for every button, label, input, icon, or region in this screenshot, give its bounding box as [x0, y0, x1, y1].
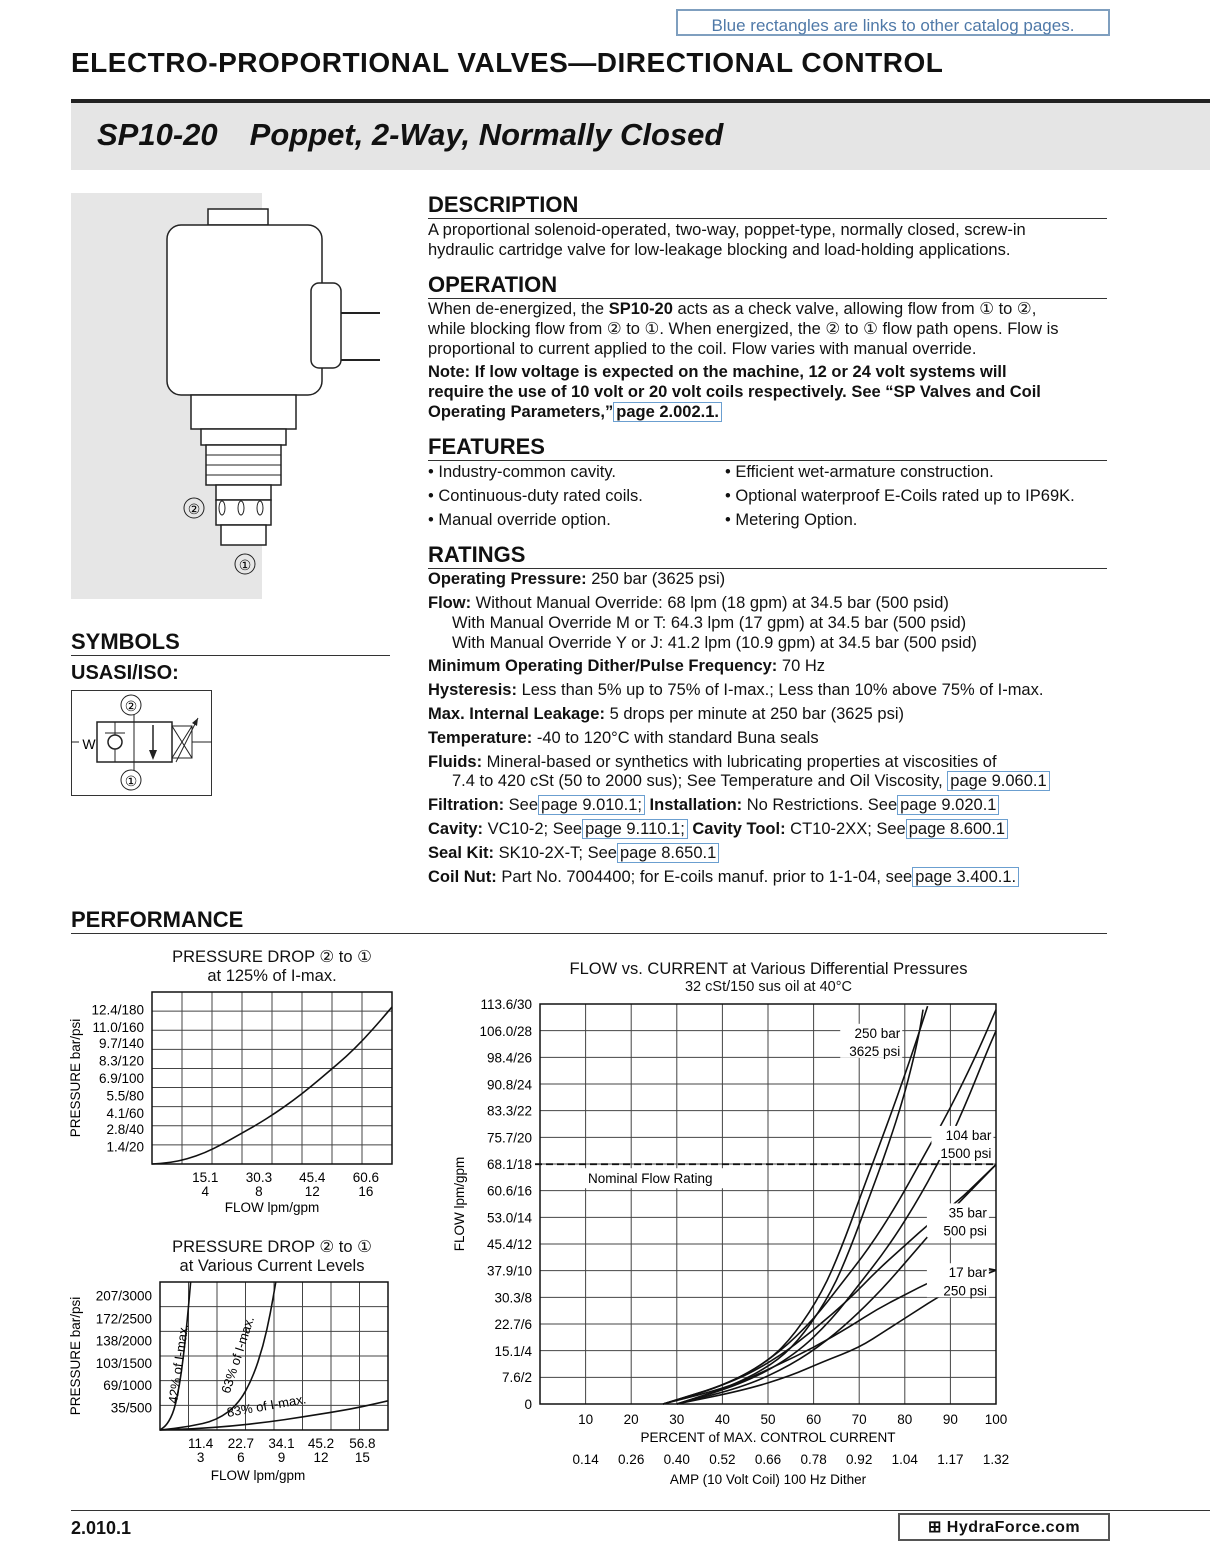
x-tick-label: 100 [984, 1412, 1008, 1427]
series-label: 63% of I-max. [218, 1314, 258, 1396]
performance-heading: PERFORMANCE [71, 907, 1107, 934]
x-tick-label: 11.4 [187, 1436, 214, 1451]
x-tick-label-secondary: 0.92 [846, 1452, 873, 1467]
x-tick-label-secondary: 0.40 [663, 1452, 690, 1467]
link-page-8.650.1[interactable]: page 8.650.1 [617, 843, 719, 863]
series-label: 3625 psi [849, 1043, 901, 1059]
rating-filtration: Filtration: See page 9.010.1; Installation: No Restrictions. See page 9.020.1 [428, 796, 999, 815]
y-tick-label: 7.6/2 [501, 1370, 532, 1386]
x-tick-label-secondary: 0.78 [800, 1452, 827, 1467]
y-tick-label: 75.7/20 [486, 1130, 532, 1146]
link-page-9.010.1[interactable]: page 9.010.1; [538, 795, 645, 815]
y-tick-label: 113.6/30 [480, 997, 532, 1012]
x-tick-label-secondary: 12 [313, 1450, 329, 1465]
x-tick-label-secondary: 6 [237, 1450, 245, 1465]
rating-seal-kit: Seal Kit: SK10-2X-T; See page 8.650.1 [428, 844, 719, 863]
y-tick-label: 90.8/24 [486, 1077, 532, 1093]
link-page-9.020.1[interactable]: page 9.020.1 [897, 795, 999, 815]
y-tick-label: 53.0/14 [486, 1210, 532, 1226]
operation-heading: OPERATION [428, 272, 1107, 299]
nominal-flow-label: Nominal Flow Rating [588, 1171, 713, 1187]
series-label: 250 bar [854, 1025, 901, 1041]
product-name: Poppet, 2-Way, Normally Closed [249, 117, 724, 152]
chart-pressure-drop-current [62, 1270, 412, 1495]
x-tick-label-secondary: 8 [255, 1184, 263, 1199]
x-tick-label-secondary: 0.52 [709, 1452, 736, 1467]
rating-hysteresis: Hysteresis: Less than 5% up to 75% of I-max.; Less than 10% above 75% of I-max. [428, 681, 1044, 699]
x-tick-label: 20 [623, 1412, 639, 1427]
y-tick-label: 1.4/20 [106, 1139, 144, 1155]
figure-port-1-label: ① [238, 557, 252, 573]
series-label: 17 bar [948, 1265, 987, 1281]
series-label: 1500 psi [940, 1146, 992, 1161]
symbols-heading: SYMBOLS [71, 629, 390, 656]
y-tick-label: 45.4/12 [486, 1237, 532, 1253]
series-label: 83% of I-max. [225, 1391, 308, 1420]
x-tick-label: 50 [760, 1412, 776, 1427]
x-tick-label: 80 [897, 1412, 913, 1427]
feature-item: • Metering Option. [725, 511, 858, 529]
x-tick-label: 10 [578, 1412, 594, 1427]
logo-mark-icon: ⊞ [927, 1519, 947, 1536]
feature-item: • Manual override option. [428, 511, 611, 529]
hydraforce-logo[interactable]: ⊞ HydraForce.com [898, 1513, 1110, 1541]
y-tick-label: 35/500 [110, 1400, 152, 1416]
x-tick-label: 30.3 [245, 1170, 273, 1185]
x-tick-label: 90 [942, 1412, 958, 1427]
series-label: 500 psi [943, 1223, 987, 1239]
y-axis-label: PRESSURE bar/psi [68, 1296, 83, 1416]
feature-item: • Optional waterproof E-Coils rated up to IP69K. [725, 487, 1075, 505]
y-tick-label: 83.3/22 [486, 1103, 532, 1119]
x-tick-label-secondary: 12 [304, 1184, 320, 1199]
x-tick-label-secondary: 1.17 [937, 1452, 964, 1467]
x-tick-label: 56.8 [349, 1436, 376, 1451]
chart1-title: PRESSURE DROP ② to ① at 125% of I-max. [172, 948, 372, 985]
rating-flow-override-yj: With Manual Override Y or J: 41.2 lpm (10.9 gpm) at 34.5 bar (500 psid) [452, 634, 977, 652]
y-axis-label: FLOW lpm/gpm [452, 1156, 467, 1252]
rating-fluids: Fluids: Mineral-based or synthetics with lubricating properties at viscosities of [428, 753, 997, 771]
x-tick-label: 15.1 [192, 1170, 219, 1185]
x-tick-label-secondary: 3 [196, 1450, 205, 1465]
y-tick-label: 60.6/16 [486, 1183, 532, 1199]
y-tick-label: 6.9/100 [98, 1071, 144, 1086]
x-tick-label-secondary: 16 [358, 1184, 374, 1199]
y-tick-label: 0 [524, 1397, 532, 1412]
x-tick-label: 30 [669, 1412, 685, 1427]
chart-flow-vs-current [450, 995, 1030, 1490]
operation-text: When de-energized, the SP10-20 acts as a check valve, allowing flow from ① to ②, while blocking flow from ② to ①. When energized, the ② to ① flow path opens. Flow is proportional to current applied to the coil. Flow varies with manual override. Note: If low voltage is expected on the machine, 12 or 24 volt systems will require the use of 10 volt or 20 volt coils respectively. See “SP Valves and Coil Operating Parameters,” page 2.002.1. [428, 300, 1059, 421]
y-tick-label: 68.1/18 [486, 1157, 532, 1173]
x-tick-label: 60.6 [352, 1170, 380, 1185]
y-tick-label: 4.1/60 [106, 1105, 144, 1121]
y-tick-label: 15.1/4 [494, 1343, 532, 1359]
x-axis-label: PERCENT of MAX. CONTROL CURRENT [640, 1430, 896, 1445]
catalog-link-note: Blue rectangles are links to other catalog pages. [676, 9, 1110, 36]
x-axis-label-secondary: AMP (10 Volt Coil) 100 Hz Dither [669, 1472, 867, 1487]
x-axis-label: FLOW lpm/gpm [210, 1468, 306, 1483]
chart3-title: FLOW vs. CURRENT at Various Differential Pressures 32 cSt/150 sus oil at 40°C [569, 960, 968, 995]
x-tick-label: 70 [851, 1412, 867, 1427]
rating-coil-nut: Coil Nut: Part No. 7004400; for E-coils manuf. prior to 1-1-04, see page 3.400.1. [428, 868, 1019, 887]
y-tick-label: 103/1500 [95, 1356, 152, 1372]
y-tick-label: 106.0/28 [479, 1023, 532, 1039]
x-tick-label-secondary: 1.04 [891, 1452, 918, 1467]
y-tick-label: 2.8/40 [106, 1122, 144, 1138]
x-tick-label-secondary: 0.14 [572, 1452, 599, 1467]
figure-port-2-label: ② [187, 501, 201, 517]
product-code: SP10-20 [97, 117, 218, 152]
x-tick-label: 45.2 [307, 1436, 335, 1451]
y-tick-label: 22.7/6 [494, 1317, 532, 1333]
footer-rule [71, 1510, 1210, 1511]
x-tick-label-secondary: 15 [354, 1450, 370, 1465]
rating-flow-override-mt: With Manual Override M or T: 64.3 lpm (17 gpm) at 34.5 bar (500 psid) [452, 614, 967, 632]
series-label: 42% of I-max. [165, 1322, 192, 1405]
x-tick-label-secondary: 4 [201, 1184, 210, 1199]
series-label: 35 bar [948, 1205, 987, 1221]
rating-flow: Flow: Without Manual Override: 68 lpm (18 gpm) at 34.5 bar (500 psid) [428, 594, 949, 612]
link-page-9.060.1[interactable]: page 9.060.1 [947, 771, 1049, 791]
y-tick-label: 172/2500 [95, 1311, 152, 1327]
feature-item: • Continuous-duty rated coils. [428, 487, 643, 505]
symbol-spring-label: W [82, 736, 96, 752]
rating-fluids-cont: 7.4 to 420 cSt (50 to 2000 sus); See Temperature and Oil Viscosity, page 9.060.1 [452, 772, 1050, 791]
description-heading: DESCRIPTION [428, 192, 1107, 219]
chart2-title: PRESSURE DROP ② to ① at Various Current Levels [172, 1238, 372, 1275]
rating-temperature: Temperature: -40 to 120°C with standard Buna seals [428, 729, 819, 747]
y-tick-label: 5.5/80 [106, 1088, 144, 1104]
x-tick-label-secondary: 1.32 [982, 1452, 1010, 1467]
features-heading: FEATURES [428, 434, 1107, 461]
y-tick-label: 37.9/10 [486, 1263, 532, 1279]
y-tick-label: 207/3000 [95, 1288, 152, 1304]
series-label: 250 psi [943, 1283, 987, 1299]
link-page-3.400.1[interactable]: page 3.400.1. [912, 867, 1019, 887]
page-number: 2.010.1 [71, 1518, 132, 1538]
y-tick-label: 9.7/140 [98, 1036, 144, 1052]
y-axis-label: PRESSURE bar/psi [68, 1018, 83, 1138]
series-line [677, 1010, 923, 1404]
x-tick-label: 40 [714, 1412, 730, 1427]
feature-item: • Industry-common cavity. [428, 463, 616, 481]
series-label: 104 bar [945, 1127, 992, 1143]
x-tick-label: 45.4 [299, 1170, 326, 1185]
chart-pressure-drop-125 [62, 980, 412, 1220]
y-tick-label: 98.4/26 [486, 1050, 532, 1066]
link-page-2.002.1[interactable]: page 2.002.1. [613, 402, 722, 422]
feature-item: • Efficient wet-armature construction. [725, 463, 994, 481]
x-tick-label-secondary: 0.66 [754, 1452, 782, 1467]
x-tick-label: 34.1 [268, 1436, 295, 1451]
y-tick-label: 12.4/180 [91, 1002, 144, 1018]
valve-illustration [71, 193, 391, 603]
y-tick-label: 138/2000 [95, 1333, 152, 1349]
x-axis-label: FLOW lpm/gpm [224, 1200, 320, 1215]
product-title [97, 117, 723, 153]
ratings-heading: RATINGS [428, 542, 1107, 569]
symbol-port-1-label: ① [124, 773, 138, 789]
y-tick-label: 30.3/8 [494, 1290, 532, 1306]
hydraulic-symbol [71, 690, 212, 796]
y-tick-label: 69/1000 [103, 1378, 152, 1394]
link-page-8.600.1[interactable]: page 8.600.1 [906, 819, 1008, 839]
symbol-port-2-label: ② [124, 698, 138, 714]
link-page-9.110.1[interactable]: page 9.110.1; [582, 819, 688, 839]
y-tick-label: 11.0/160 [92, 1019, 144, 1035]
rating-dither: Minimum Operating Dither/Pulse Frequency: 70 Hz [428, 657, 825, 675]
usasi-iso-label: USASI/ISO: [71, 662, 179, 684]
y-tick-label: 8.3/120 [98, 1053, 144, 1069]
page-category-title: ELECTRO-PROPORTIONAL VALVES—DIRECTIONAL CONTROL [71, 47, 944, 78]
x-tick-label: 22.7 [227, 1436, 255, 1451]
x-tick-label: 60 [806, 1412, 822, 1427]
description-text: A proportional solenoid-operated, two-way, poppet-type, normally closed, screw-in hydraulic cartridge valve for low-leakage blocking and load-holding applications. [428, 221, 1026, 259]
rating-leakage: Max. Internal Leakage: 5 drops per minute at 250 bar (3625 psi) [428, 705, 904, 723]
x-tick-label-secondary: 0.26 [618, 1452, 645, 1467]
x-tick-label-secondary: 9 [277, 1450, 286, 1465]
rating-operating-pressure: Operating Pressure: 250 bar (3625 psi) [428, 570, 726, 588]
rating-cavity: Cavity: VC10-2; See page 9.110.1; Cavity Tool: CT10-2XX; See page 8.600.1 [428, 820, 1008, 839]
